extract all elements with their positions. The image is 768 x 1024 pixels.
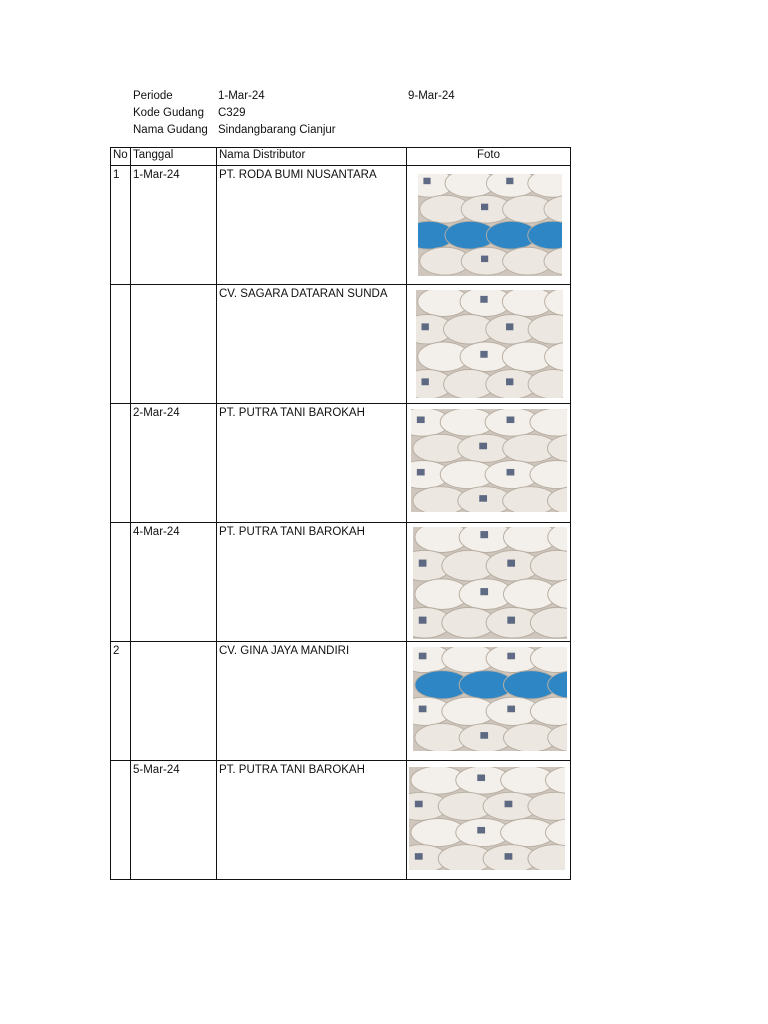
cell-foto: [407, 285, 571, 404]
rice-sacks-photo: [411, 409, 567, 512]
rice-sacks-photo: [416, 290, 563, 398]
periode-start: 1-Mar-24: [218, 90, 265, 102]
cell-tanggal: 2-Mar-24: [131, 404, 217, 523]
cell-foto: [407, 166, 571, 285]
rice-sacks-photo: [413, 647, 567, 751]
column-header-distributor: Nama Distributor: [217, 148, 407, 166]
cell-no: [111, 404, 131, 523]
table-row: [111, 642, 571, 761]
rice-sacks-photo: [413, 527, 567, 639]
column-header-foto: Foto: [407, 148, 571, 166]
cell-distributor: PT. RODA BUMI NUSANTARA: [217, 166, 407, 285]
table-row: [111, 285, 571, 404]
cell-tanggal: 5-Mar-24: [131, 761, 217, 880]
cell-distributor: CV. SAGARA DATARAN SUNDA: [217, 285, 407, 404]
column-header-no: No: [111, 148, 131, 166]
table-row: [111, 523, 571, 642]
cell-foto: [407, 642, 571, 761]
table-header-row: [111, 148, 571, 166]
cell-distributor: PT. PUTRA TANI BAROKAH: [217, 761, 407, 880]
column-header-tanggal: Tanggal: [131, 148, 217, 166]
cell-no: 2: [111, 642, 131, 761]
cell-no: 1: [111, 166, 131, 285]
periode-label: Periode: [133, 90, 173, 102]
cell-distributor: PT. PUTRA TANI BAROKAH: [217, 404, 407, 523]
cell-tanggal: 4-Mar-24: [131, 523, 217, 642]
cell-no: [111, 523, 131, 642]
table-row: [111, 166, 571, 285]
rice-sacks-photo: [409, 767, 565, 870]
distributor-table: [110, 147, 571, 880]
cell-foto: [407, 761, 571, 880]
table-row: [111, 761, 571, 880]
nama-gudang-label: Nama Gudang: [133, 124, 208, 136]
table-row: [111, 404, 571, 523]
kode-gudang-label: Kode Gudang: [133, 107, 204, 119]
cell-foto: [407, 523, 571, 642]
cell-distributor: CV. GINA JAYA MANDIRI: [217, 642, 407, 761]
cell-distributor: PT. PUTRA TANI BAROKAH: [217, 523, 407, 642]
cell-foto: [407, 404, 571, 523]
cell-tanggal: 1-Mar-24: [131, 166, 217, 285]
cell-tanggal: [131, 642, 217, 761]
nama-gudang-value: Sindangbarang Cianjur: [218, 124, 336, 136]
rice-sacks-photo: [418, 174, 562, 276]
cell-no: [111, 285, 131, 404]
cell-tanggal: [131, 285, 217, 404]
cell-no: [111, 761, 131, 880]
periode-end: 9-Mar-24: [408, 90, 455, 102]
kode-gudang-value: C329: [218, 107, 246, 119]
